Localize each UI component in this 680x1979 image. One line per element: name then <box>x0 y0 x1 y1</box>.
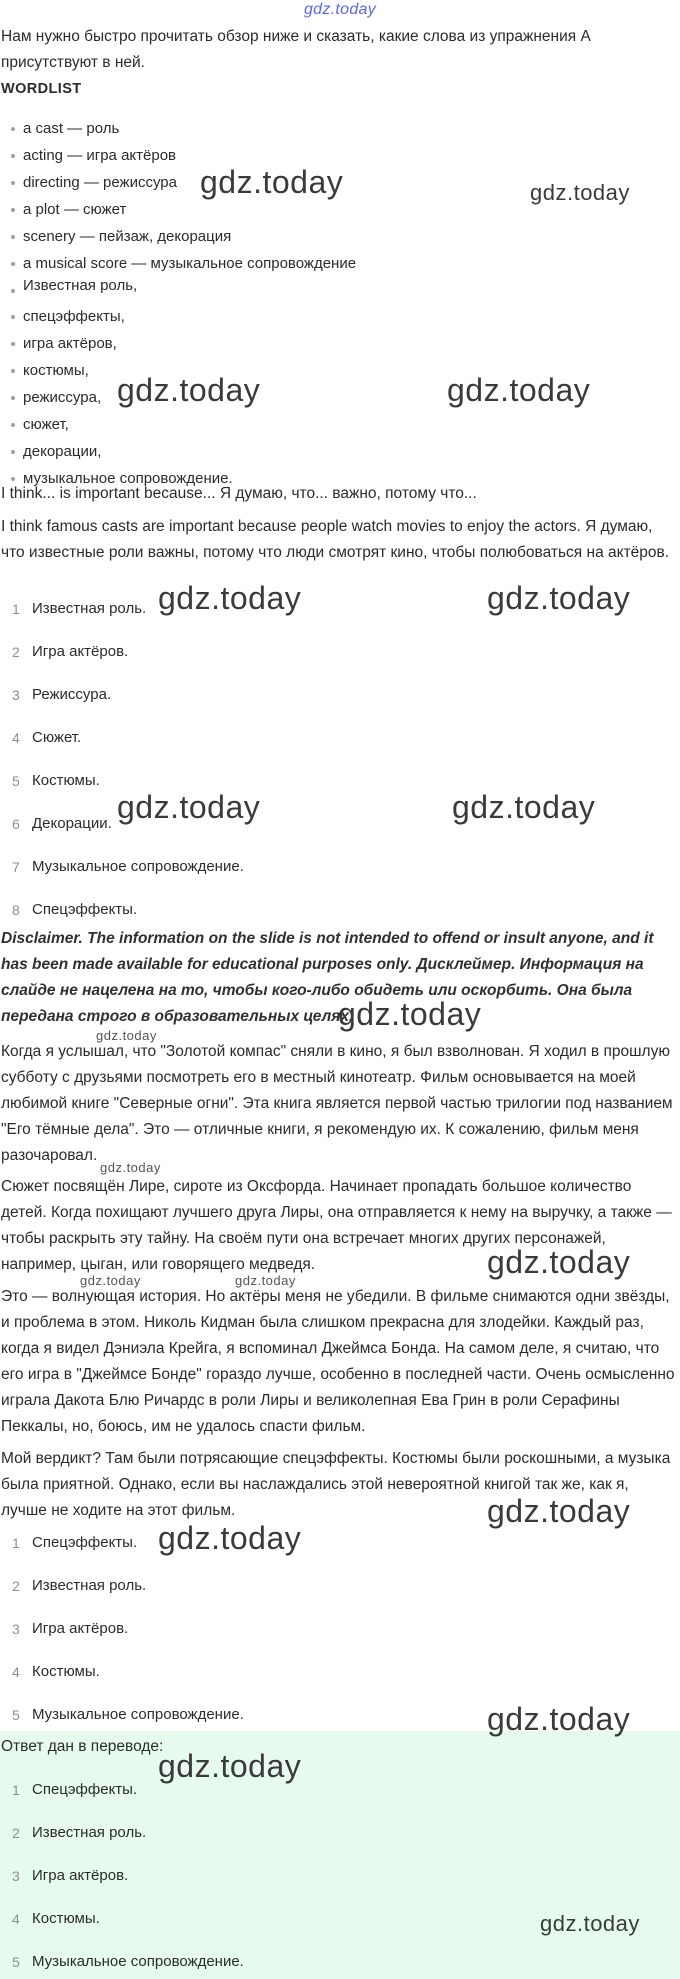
list-item: 2 Известная роль. <box>12 1577 147 1594</box>
list-item: игра актёров, <box>10 330 356 357</box>
answer-title: Ответ дан в переводе: <box>1 1738 164 1755</box>
list-item: a plot — сюжет <box>10 196 356 223</box>
list-item: scenery — пейзаж, декорация <box>10 223 356 250</box>
answer-list-1 <box>0 599 244 943</box>
list-item: 5 Музыкальное сопровождение. <box>12 1953 244 1970</box>
list-item: декорации, <box>10 438 356 465</box>
list-item: acting — игра актёров <box>10 142 356 169</box>
list-item: сюжет, <box>10 411 356 438</box>
list-item: a musical score — музыкальное сопровождение <box>10 250 356 277</box>
watermark: gdz.today <box>487 1701 631 1737</box>
list-item: 4 Костюмы. <box>12 1663 100 1680</box>
list-item: directing — режиссура <box>10 169 356 196</box>
watermark: gdz.today <box>447 372 591 408</box>
watermark: gdz.today <box>158 1520 302 1556</box>
watermark: gdz.today <box>487 1244 631 1280</box>
list-item: 3 Игра актёров. <box>12 1620 129 1637</box>
watermark: gdz.today <box>96 1028 157 1043</box>
watermark: gdz.today <box>452 789 596 825</box>
list-item: спецэффекты, <box>10 303 356 330</box>
watermark: gdz.today <box>235 1273 296 1288</box>
list-item: костюмы, <box>10 357 356 384</box>
list-item: 1 Известная роль. <box>12 600 147 617</box>
watermark: gdz.today <box>487 580 631 616</box>
list-item: 1 Спецэффекты. <box>12 1534 138 1551</box>
list-item: 1 Спецэффекты. <box>12 1781 138 1798</box>
list-item: 5 Костюмы. <box>12 772 100 789</box>
wordlist-heading: WORDLIST <box>1 81 82 97</box>
list-item: 2 Игра актёров. <box>12 643 129 660</box>
watermark: gdz.today <box>487 1493 631 1529</box>
watermark: gdz.today <box>80 1273 141 1288</box>
intro-text: Нам нужно быстро прочитать обзор ниже и сказать, какие слова из упражнения A присутствуют в ней. <box>1 28 590 71</box>
list-item: a cast — роль <box>10 115 356 142</box>
list-item: 3 Режиссура. <box>12 686 112 703</box>
answer-list-2 <box>0 1533 244 1748</box>
watermark: gdz.today <box>158 1748 302 1784</box>
watermark: gdz.today <box>117 372 261 408</box>
phrase-text: I think... is important because... Я думаю, что... важно, потому что... <box>1 485 477 502</box>
review-paragraph-1: Когда я услышал, что "Золотой компас" сняли в кино, я был взволнован. Я ходил в прошлую субботу с друзьями посмотреть его в местный кинотеатр. Фильм основывается на моей любимой книге "Северные огни". Эта книга является первой частью трилогии под названием "Его тёмные дела". Это — отличные книги, я рекомендую их. К сожалению, фильм меня разочаровал. <box>1 1043 673 1164</box>
list-item: 6 Декорации. <box>12 815 112 832</box>
example-text: I think famous casts are important because people watch movies to enjoy the actors. Я думаю, что известные роли важны, потому что люди смотрят кино, чтобы полюбоваться на актёров. <box>1 518 670 561</box>
watermark: gdz.today <box>117 789 261 825</box>
list-item: 5 Музыкальное сопровождение. <box>12 1706 244 1723</box>
list-item: 4 Сюжет. <box>12 729 82 746</box>
site-header-link[interactable]: gdz.today <box>303 1 377 18</box>
review-paragraph-4: Мой вердикт? Там были потрясающие спецэффекты. Костюмы были роскошными, а музыка была приятной. Однако, если вы наслаждались этой невероятной книгой так же, как я, лучше не ходите на этот фильм. <box>1 1450 671 1519</box>
list-item: 8 Спецэффекты. <box>12 901 138 918</box>
list-item: Известная роль, <box>10 277 356 303</box>
watermark: gdz.today <box>530 180 630 205</box>
list-item: 4 Костюмы. <box>12 1910 100 1927</box>
answer-list-3 <box>0 1780 244 1979</box>
list-item: 7 Музыкальное сопровождение. <box>12 858 244 875</box>
review-paragraph-2: Сюжет посвящён Лире, сироте из Оксфорда. Начинает пропадать большое количество детей. Когда похищают лучшего друга Лиры, она отправляется к нему на выручку, а также — чтобы раскрыть эту тайну. На своём пути она встречает многих других персонажей, например, цыган, или говорящего медведя. <box>1 1178 672 1273</box>
disclaimer-text: Disclaimer. The information on the slide is not intended to offend or insult anyone, and it has been made available for educational purposes only. Дисклеймер. Информация на слайде не нацелена на то, чтобы кого-либо обидеть или оскорбить. Она была передана строго в образовательных целях. <box>1 930 654 1025</box>
list-item: музыкальное сопровождение. <box>10 465 356 492</box>
list-item: 2 Известная роль. <box>12 1824 147 1841</box>
list-item: 3 Игра актёров. <box>12 1867 129 1884</box>
watermark: gdz.today <box>200 164 344 200</box>
review-paragraph-3: Это — волнующая история. Но актёры меня не убедили. В фильме снимаются одни звёзды, и проблема в этом. Николь Кидман была слишком прекрасна для злодейки. Каждый раз, когда я видел Дэниэла Крейга, я вспоминал Джеймса Бонда. На самом деле, я считаю, что его игра в "Джеймсе Бонде" гораздо лучше, особенно в последней части. Очень осмысленно играла Дакота Блю Ричардс в роли Лиры и великолепная Ева Грин в роли Серафины Пеккалы, но, боюсь, им не удалось спасти фильм. <box>1 1288 675 1435</box>
list-item: режиссура, <box>10 384 356 411</box>
watermark: gdz.today <box>100 1160 161 1175</box>
watermark: gdz.today <box>338 996 482 1032</box>
watermark: gdz.today <box>540 1911 640 1936</box>
watermark: gdz.today <box>158 580 302 616</box>
